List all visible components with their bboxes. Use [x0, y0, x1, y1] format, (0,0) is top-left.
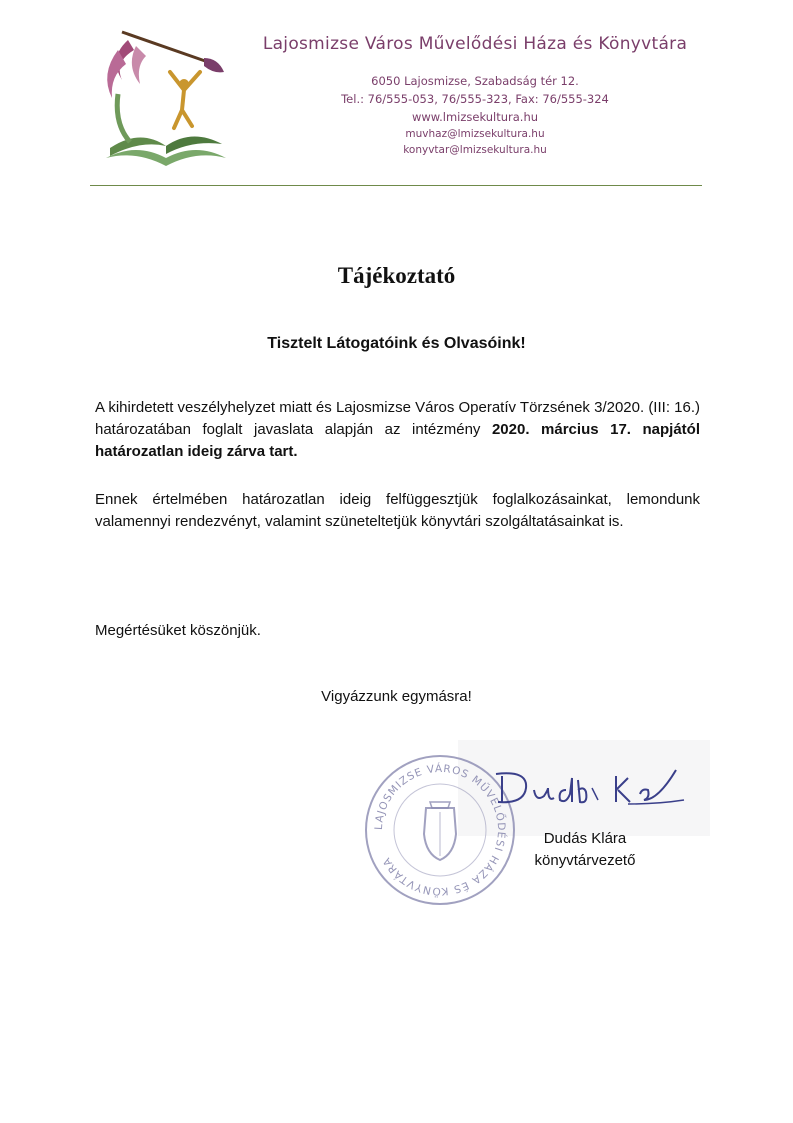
- thanks-line: Megértésüket köszönjük.: [95, 622, 261, 639]
- letterhead: [240, 34, 710, 158]
- paragraph-suspension: Ennek értelmében határozatlan ideig felfüggesztjük foglalkozásainkat, lemondunk valamennyi rendezvényt, valamint szüneteltetjük könyvtári szolgáltatásainkat is.: [95, 491, 700, 530]
- institution-logo: [100, 28, 230, 168]
- signer-role: könyvtárvezető: [534, 852, 636, 869]
- paragraph-1-text: A kihirdetett veszélyhelyzet miatt és Lajosmizse Város Operatív Törzsének 3/2020. (III: 16.) határozatában foglalt javaslata alapján az intézmény: [95, 399, 700, 438]
- signer-block: [500, 828, 670, 872]
- header-divider: [90, 185, 702, 186]
- closing-line: Vigyázzunk egymásra!: [321, 688, 472, 705]
- handwritten-signature: [488, 760, 688, 820]
- contact-block: [240, 72, 710, 158]
- stamp-text: LAJOSMIZSE VÁROS MŰVELŐDÉSI HÁZA ÉS KÖNYVTÁRA: [372, 762, 508, 898]
- signer-name: Dudás Klára: [543, 830, 627, 847]
- closure-date-bold: 2020. március 17. napjától határozatlan ideig zárva tart.: [95, 421, 701, 460]
- email-konyvtar: konyvtar@lmizsekultura.hu: [403, 144, 547, 156]
- salutation: Tisztelt Látogatóink és Olvasóink!: [267, 335, 526, 352]
- paragraph-closure-notice: [95, 397, 700, 463]
- document-title: Tájékoztató: [337, 263, 456, 288]
- org-name: Lajosmizse Város Művelődési Háza és Könyvtára: [262, 34, 688, 54]
- phone: Tel.: 76/555-053, 76/555-323, Fax: 76/555-324: [341, 92, 609, 106]
- website: www.lmizsekultura.hu: [411, 110, 539, 124]
- address: 6050 Lajosmizse, Szabadság tér 12.: [371, 74, 579, 88]
- email-muvhaz: muvhaz@lmizsekultura.hu: [405, 128, 545, 140]
